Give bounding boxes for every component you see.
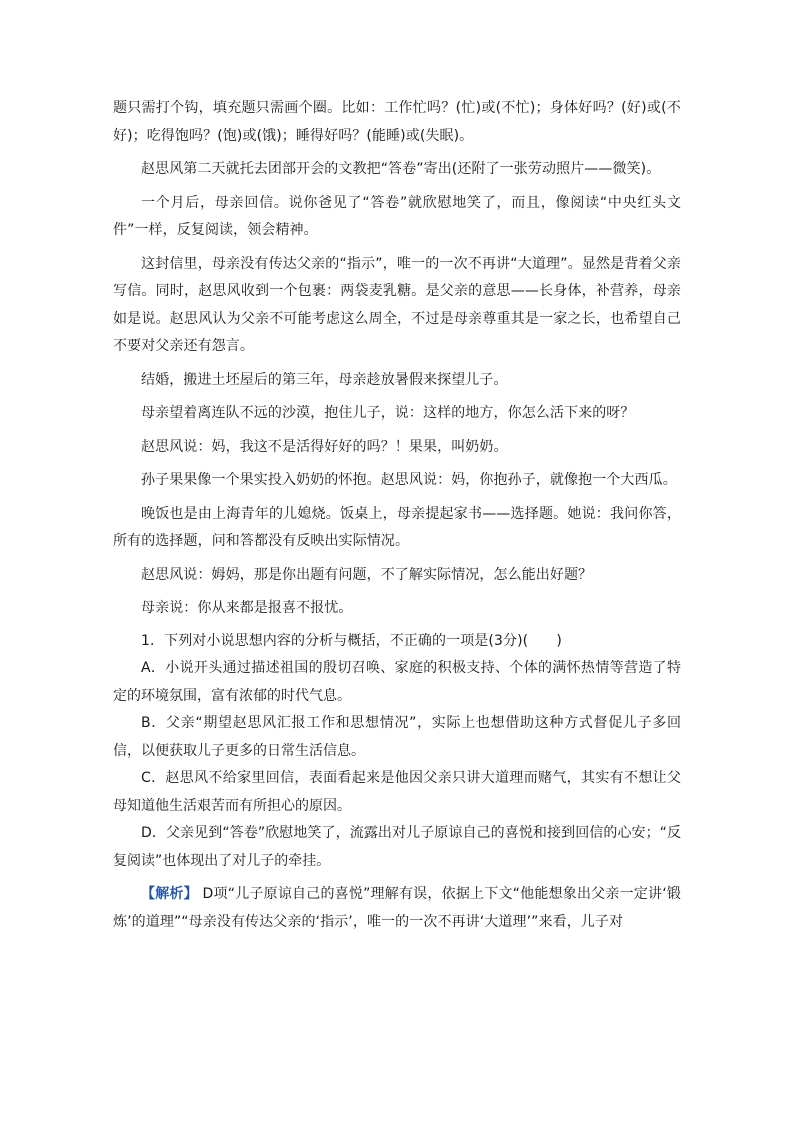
document-page (113, 95, 681, 936)
paragraph: 晚饭也是由上海青年的儿媳烧。饭桌上，母亲提起家书——选择题。她说：我问你答，所有的选择题，问和答都没有反映出实际情况。 (113, 505, 681, 549)
paragraph: 赵思风第二天就托去团部开会的文教把“答卷”寄出(还附了一张劳动照片——微笑)。 (141, 161, 661, 177)
paragraph: 赵思风说：妈，我这不是活得好好的吗？！果果，叫奶奶。 (141, 438, 508, 455)
option-c: C．赵思风不给家里回信，表面看起来是他因父亲只讲大道理而赌气，其实有不想让父母知道他生活艰苦而有所担心的原因。 (113, 770, 681, 814)
paragraph: 这封信里，母亲没有传达父亲的“指示”，唯一的一次不再讲“大道理”。显然是背着父亲写信。同时，赵思风收到一个包裹：两袋麦乳糖。是父亲的意思——长身体，补营养，母亲如是说。赵思风认为父亲不可能考虑这么周全，不过是母亲尊重其是一家之长，也希望自己不要对父亲还有怨言。 (113, 255, 681, 354)
paragraph: 结婚，搬进土坯屋后的第三年，母亲趁放暑假来探望儿子。 (141, 371, 508, 388)
option-b: B．父亲“期望赵思风汇报工作和思想情况”，实际上也想借助这种方式督促儿子多回信，以便获取儿子更多的日常生活信息。 (113, 715, 681, 759)
intro-fragment: 题只需打个钩，填充题只需画个圈。比如：工作忙吗？(忙)或(不忙)；身体好吗？(好)或(不好)；吃得饱吗？(饱)或(饿)；睡得好吗？(能睡)或(失眠)。 (113, 100, 681, 144)
paragraph: 一个月后，母亲回信。说你爸见了“答卷”就欣慰地笑了，而且，像阅读“中央红头文件”一样，反复阅读，领会精神。 (113, 194, 681, 238)
paragraph: 孙子果果像一个果实投入奶奶的怀抱。赵思风说：妈，你抱孙子，就像抱一个大西瓜。 (141, 472, 677, 488)
paragraph: 赵思风说：姆妈，那是你出题有问题，不了解实际情况，怎么能出好题？ (141, 566, 593, 583)
paragraph: 母亲说：你从来都是报喜不报忧。 (141, 600, 353, 616)
analysis (113, 881, 681, 936)
question-stem: 1．下列对小说思想内容的分析与概括，不正确的一项是(3分)( ) (141, 632, 562, 649)
analysis-text: D项“儿子原谅自己的喜悦”理解有误，依据上下文“他能想象出父亲一定讲‘锻炼’的道理”“母亲没有传达父亲的‘指示’，唯一的一次不再讲‘大道理’”来看，儿子对 (113, 886, 682, 930)
paragraph: 母亲望着离连队不远的沙漠，抱住儿子，说：这样的地方，你怎么活下来的呀？ (141, 405, 635, 421)
option-a: A．小说开头通过描述祖国的殷切召唤、家庭的积极支持、个体的满怀热情等营造了特定的环境氛围，富有浓郁的时代气息。 (113, 660, 681, 704)
option-d: D．父亲见到“答卷”欣慰地笑了，流露出对儿子原谅自己的喜悦和接到回信的心安；“反复阅读”也体现出了对儿子的牵挂。 (113, 825, 681, 869)
analysis-tag: 【解析】 (141, 886, 198, 902)
